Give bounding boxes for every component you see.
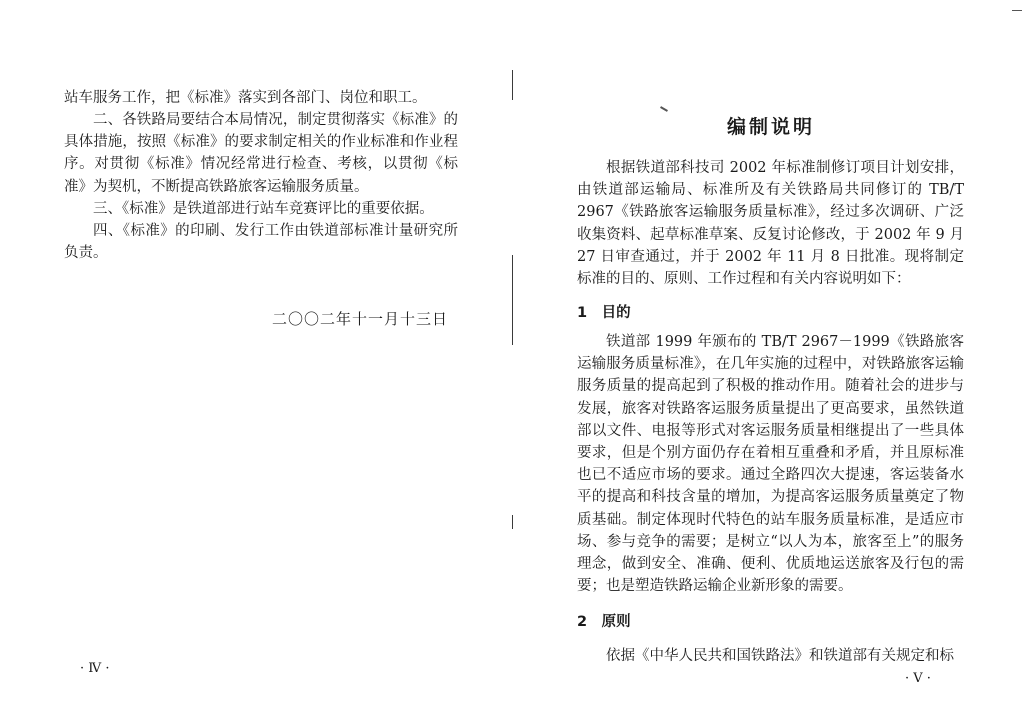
- left-paragraph-3: 三、《标准》是铁道部进行站车竞赛评比的重要依据。: [93, 201, 434, 217]
- left-page: [0, 0, 510, 723]
- section-text-principle: 依据《中华人民共和国铁路法》和铁道部有关规定和标: [606, 648, 954, 664]
- section-heading-purpose: 1 目的: [577, 305, 631, 321]
- section-heading-principle: 2 原则: [577, 614, 631, 630]
- document-date: 二〇〇二年十一月十三日: [272, 310, 449, 328]
- left-page-number: · Ⅳ ·: [80, 661, 110, 676]
- left-paragraph-4: 四、《标准》的印刷、发行工作由铁道部标准计量研究所负责。: [64, 223, 458, 262]
- left-paragraph-1: 站车服务工作，把《标准》落实到各部门、岗位和职工。: [64, 90, 427, 106]
- section-text-purpose: 铁道部 1999 年颁布的 TB/T 2967－1999《铁路旅客运输服务质量标准》，在几年实施的过程中，对铁路旅客运输服务质量的提高起到了积极的推动作用。随着社会的进步与发展，旅客对铁路客运服务质量提出了更高要求，虽然铁道部以文件、电报等形式对客运服务质量相继提出了一些具体要求，但是个别方面仍存在着相互重叠和矛盾，并且原标准也已不适应市场的要求。通过全路四次大提速，客运装备水平的提高和科技含量的增加，为提高客运服务质量奠定了物质基础。制定体现时代特色的站车服务质量标准，是适应市场、参与竞争的需要；是树立“以人为本，旅客至上”的服务理念，做到安全、准确、便利、优质地运送旅客及行包的需要；也是塑造铁路运输企业新形象的需要。: [577, 334, 964, 595]
- section-title: 编制说明: [727, 116, 816, 138]
- intro-paragraph: 根据铁道部科技司 2002 年标准制修订项目计划安排，由铁道部运输局、标准所及有关铁路局共同修订的 TB/T 2967《铁路旅客运输服务质量标准》，经过多次调研、广泛收集资料、起草标准草案、反复讨论修改，于 2002 年 9 月 27 日审查通过，并于 2002 年 11 月 8 日批准。现将制定标准的目的、原则、工作过程和有关内容说明如下：: [577, 160, 964, 288]
- left-paragraph-2: 二、各铁路局要结合本局情况，制定贯彻落实《标准》的具体措施，按照《标准》的要求制定相关的作业标准和作业程序。对贯彻《标准》情况经常进行检查、考核，以贯彻《标准》为契机，不断提高铁路旅客运输服务质量。: [64, 112, 458, 195]
- right-page-number: · Ⅴ ·: [905, 671, 931, 686]
